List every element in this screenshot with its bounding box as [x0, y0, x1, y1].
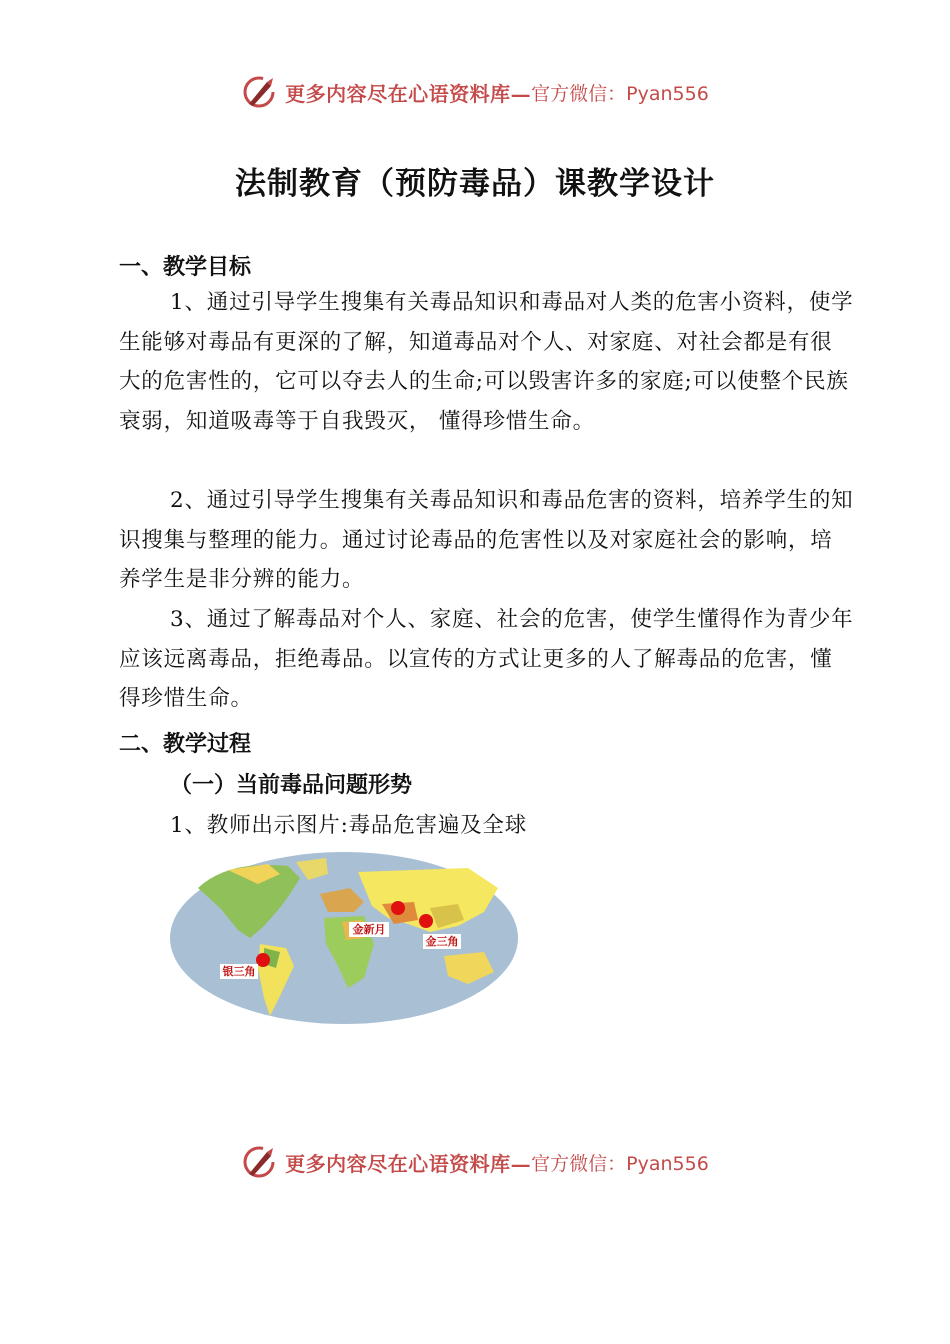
banner-wechat: 官方微信：Pyan556: [531, 1152, 709, 1175]
teaching-step-1: 1、教师出示图片:毒品危害遍及全球: [170, 813, 528, 838]
section2-heading: 二、教学过程: [119, 732, 252, 757]
golden-triangle-label: 金三角: [425, 935, 459, 948]
golden-triangle-marker: [419, 914, 433, 928]
header-banner: [0, 72, 950, 112]
golden-crescent-label: 金新月: [352, 923, 386, 936]
section2-subheading: （一）当前毒品问题形势: [170, 773, 413, 798]
footer-banner: [0, 1142, 950, 1182]
banner-wechat: 官方微信：Pyan556: [531, 82, 709, 105]
banner-text: 更多内容尽在心语资料库—: [285, 1151, 532, 1176]
objective-paragraph-3: 3、通过了解毒品对个人、家庭、社会的危害，使学生懂得作为青少年应该远离毒品，拒绝毒品。以宣传的方式让更多的人了解毒品的危害，懂得珍惜生命。: [119, 607, 854, 711]
document-title: 法制教育（预防毒品）课教学设计: [235, 166, 715, 202]
section1-heading: 一、教学目标: [119, 255, 252, 280]
silver-triangle-marker: [256, 953, 270, 967]
silver-triangle-label: 银三角: [222, 965, 256, 978]
objective-paragraph-2: 2、通过引导学生搜集有关毒品知识和毒品危害的资料，培养学生的知识搜集与整理的能力。通过讨论毒品的危害性以及对家庭社会的影响，培养学生是非分辨的能力。: [119, 488, 854, 592]
objective-paragraph-1: 1、通过引导学生搜集有关毒品知识和毒品对人类的危害小资料，使学生能够对毒品有更深的了解，知道毒品对个人、对家庭、对社会都是有很大的危害性的，它可以夺去人的生命;可以毁害许多的家庭;可以使整个民族衰弱，知道吸毒等于自我毁灭， 懂得珍惜生命。: [119, 290, 854, 434]
golden-crescent-marker: [391, 901, 405, 915]
pen-logo-icon: [241, 74, 279, 110]
banner-text: 更多内容尽在心语资料库—: [285, 81, 532, 106]
pen-logo-icon: [241, 1144, 279, 1180]
world-map-image: [168, 848, 520, 1024]
